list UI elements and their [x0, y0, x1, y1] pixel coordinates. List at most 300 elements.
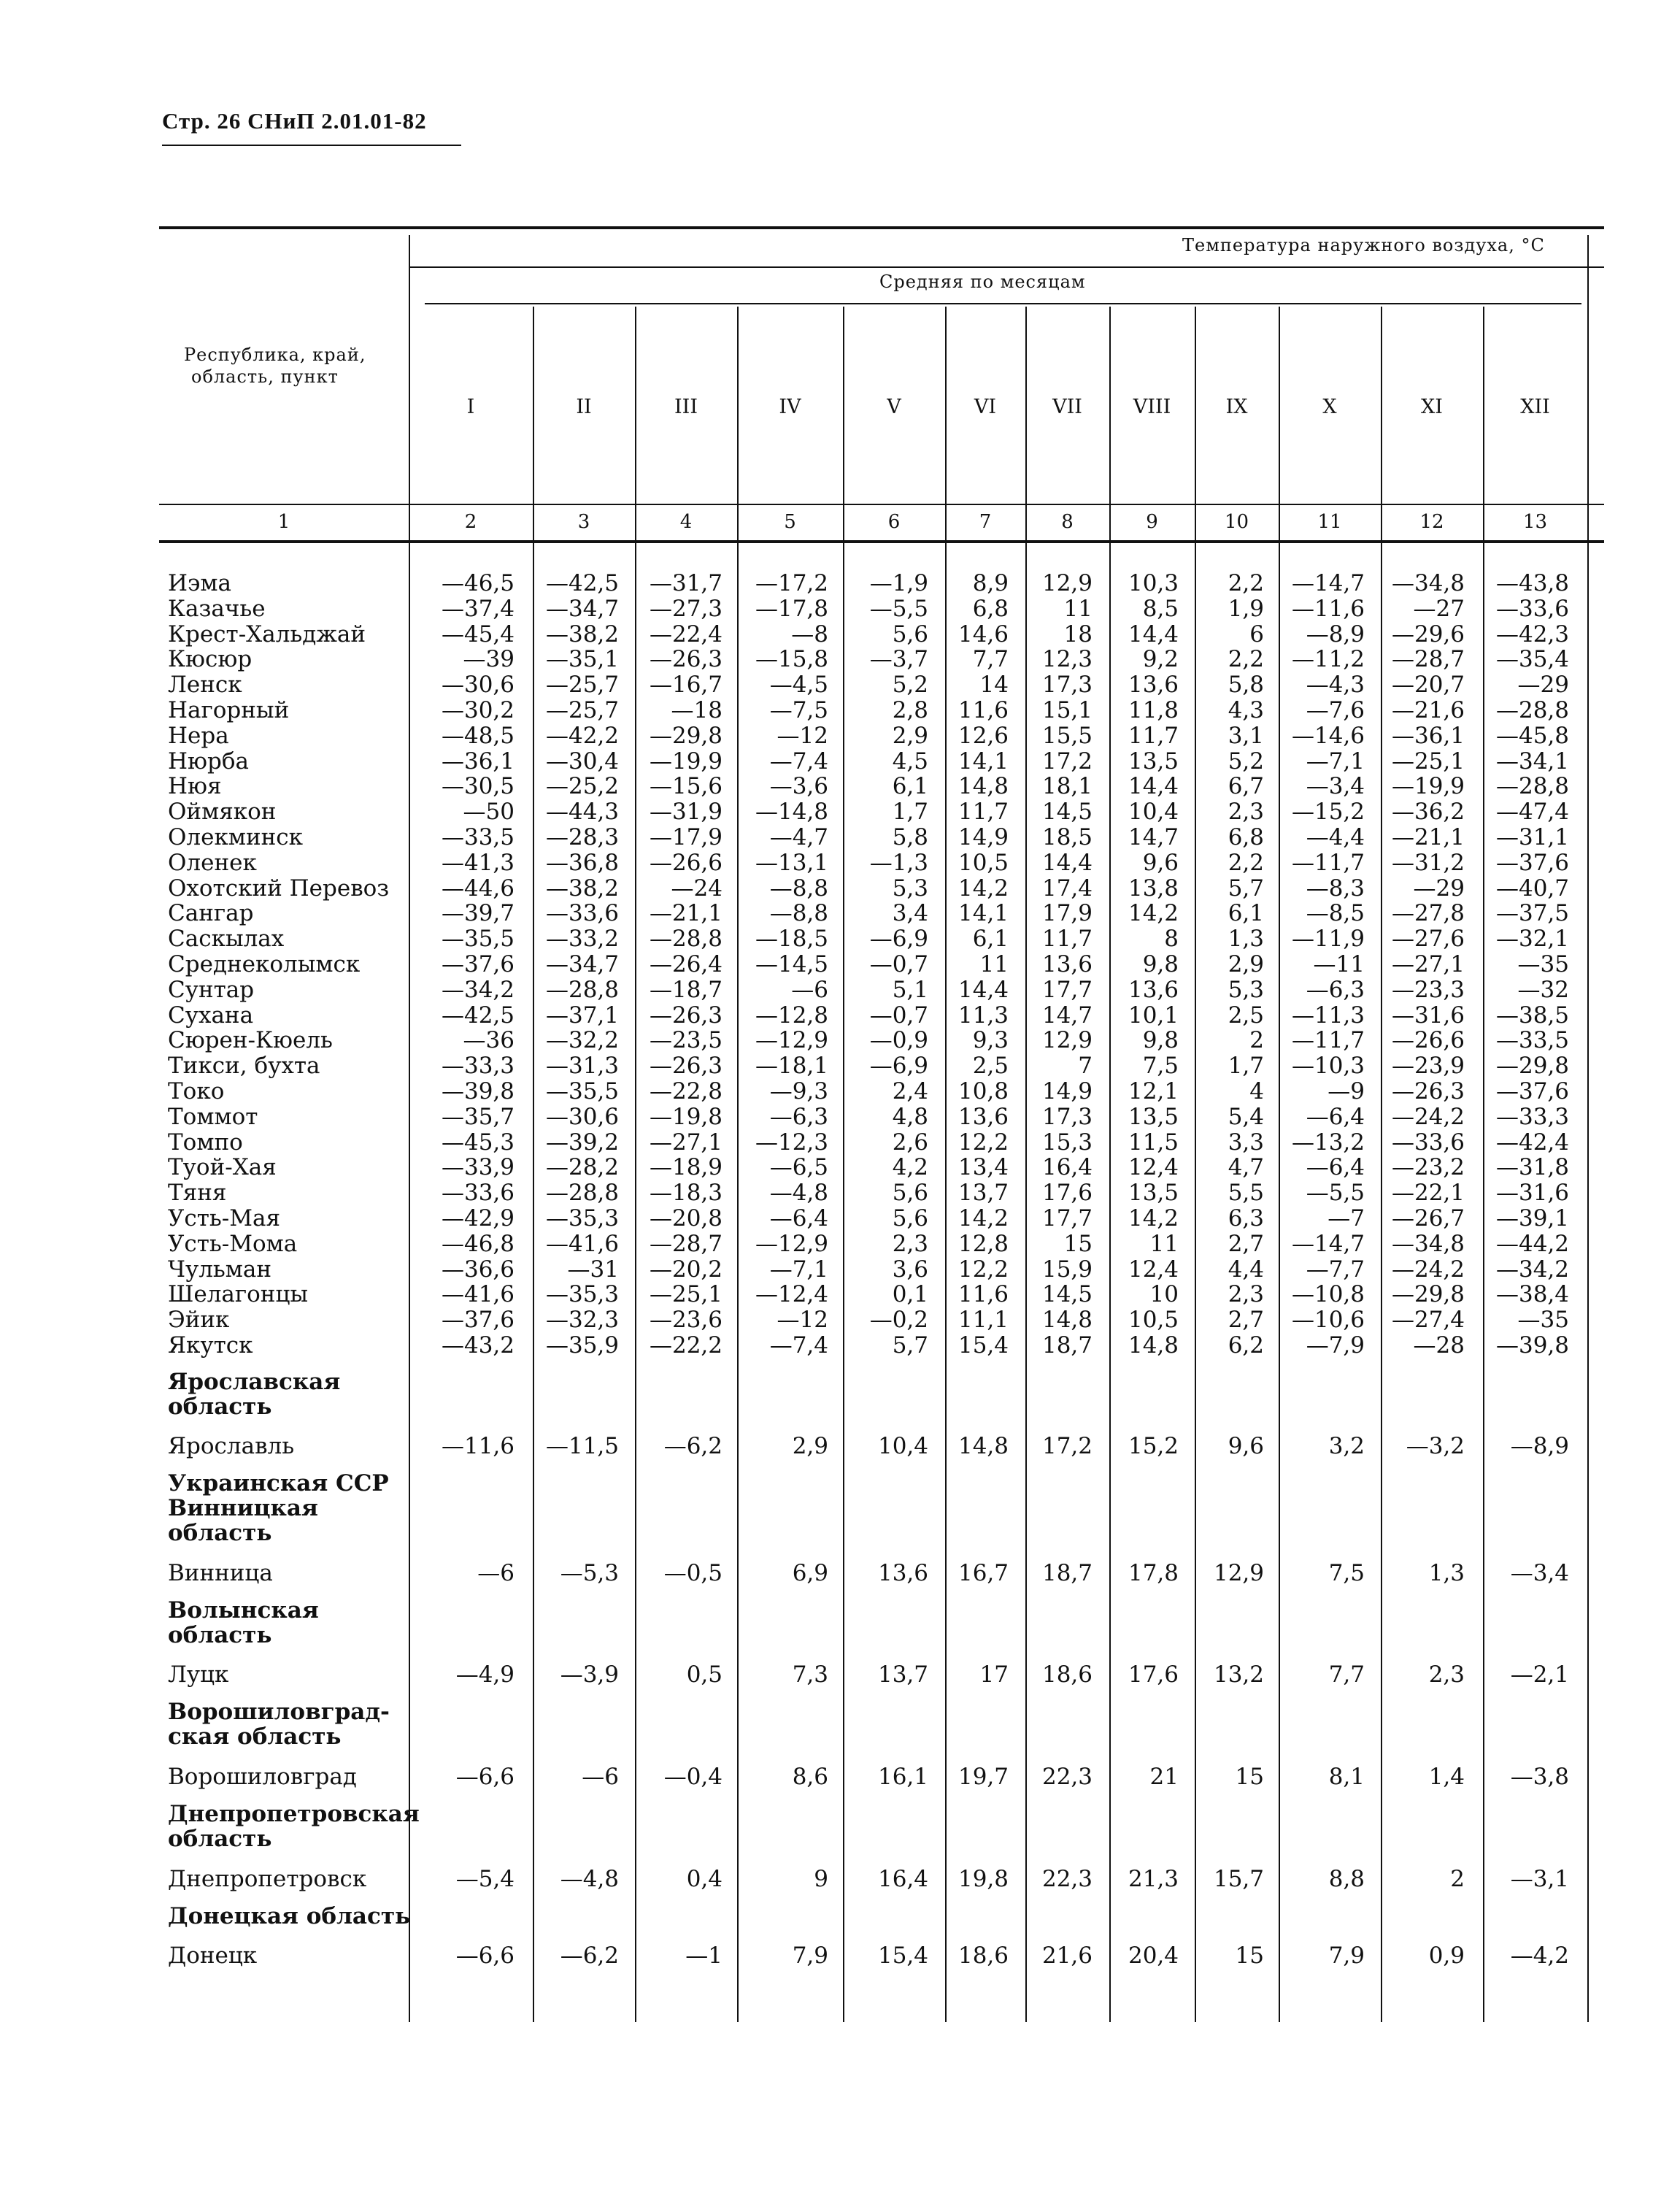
temperature-value: —28,8	[649, 926, 723, 952]
temperature-value: —23,2	[1391, 1154, 1465, 1180]
table-row	[0, 1333, 1680, 1358]
temperature-value: —18,5	[755, 926, 828, 952]
table-row	[0, 749, 1680, 774]
temperature-value: —21,6	[1391, 697, 1465, 723]
region-heading: Волынская	[168, 1597, 319, 1624]
group-rule	[409, 266, 1604, 268]
table-row	[0, 1662, 1680, 1687]
temperature-value: 6,8	[1228, 824, 1264, 850]
temperature-value: 9	[814, 1866, 828, 1892]
temperature-value: 8,6	[792, 1764, 828, 1790]
temperature-value: 5,1	[892, 977, 928, 1003]
temperature-value: 17,6	[1041, 1180, 1093, 1206]
temperature-value: 1,7	[1228, 1053, 1264, 1079]
temperature-value: —20,8	[649, 1205, 723, 1232]
temperature-value: —33,5	[1495, 1027, 1569, 1053]
station-name: Томмот	[168, 1104, 258, 1130]
table-row	[0, 1130, 1680, 1155]
temperature-value: 19,8	[957, 1866, 1009, 1892]
temperature-value: —19,9	[1391, 773, 1465, 799]
temperature-value: —39,2	[545, 1129, 619, 1156]
temperature-value: —41,6	[441, 1281, 515, 1307]
temperature-value: —15,6	[649, 773, 723, 799]
temperature-value: 14,4	[1041, 850, 1093, 876]
temperature-value: —3,8	[1510, 1764, 1569, 1790]
temperature-value: —39,1	[1495, 1205, 1569, 1232]
temperature-value: —26,6	[1391, 1027, 1465, 1053]
temperature-value: 11,8	[1128, 697, 1179, 723]
temperature-value: —31,1	[1495, 824, 1569, 850]
temperature-value: —41,6	[545, 1231, 619, 1257]
temperature-value: —4,2	[1510, 1943, 1569, 1969]
region-heading: ская область	[168, 1724, 342, 1750]
temperature-value: —12,9	[755, 1027, 828, 1053]
temperature-value: —42,3	[1495, 621, 1569, 648]
temperature-value: 6,7	[1228, 773, 1264, 799]
temperature-value: 12,4	[1128, 1154, 1179, 1180]
table-row	[0, 1232, 1680, 1256]
temperature-value: —16,7	[649, 672, 723, 698]
month-header: I	[466, 396, 475, 418]
temperature-value: —9,3	[769, 1078, 828, 1104]
temperature-value: 5,8	[1228, 672, 1264, 698]
station-name: Усть-Мома	[168, 1231, 298, 1257]
month-header: IV	[779, 396, 801, 418]
temperature-value: 14,1	[957, 900, 1009, 926]
temperature-value: 15,5	[1041, 723, 1093, 749]
table-row	[0, 647, 1680, 672]
temperature-value: —25,7	[545, 672, 619, 698]
temperature-value: —17,8	[755, 596, 828, 622]
station-name: Сухана	[168, 1002, 254, 1029]
temperature-value: —14,7	[1291, 570, 1365, 596]
table-top-rule	[159, 226, 1604, 229]
temperature-value: 11	[979, 951, 1009, 977]
temperature-value: 2,5	[1228, 1002, 1264, 1029]
temperature-value: 8,9	[972, 570, 1009, 596]
temperature-value: —17,9	[649, 824, 723, 850]
temperature-value: —33,9	[441, 1154, 515, 1180]
temperature-value: —31,8	[1495, 1154, 1569, 1180]
station-name: Кюсюр	[168, 646, 253, 672]
temperature-value: 14,5	[1041, 799, 1093, 825]
temperature-value: —28,8	[545, 1180, 619, 1206]
temperature-value: —30,5	[441, 773, 515, 799]
station-name: Сюрен-Кюель	[168, 1027, 333, 1053]
temperature-value: —15,8	[755, 646, 828, 672]
temperature-value: —11	[1313, 951, 1365, 977]
table-row	[0, 1079, 1680, 1104]
station-name: Туой-Хая	[168, 1154, 277, 1180]
temperature-value: —26,3	[649, 646, 723, 672]
temperature-value: 21,6	[1041, 1943, 1093, 1969]
temperature-value: 12,9	[1213, 1560, 1264, 1586]
temperature-value: 0,5	[686, 1661, 723, 1688]
temperature-value: 15,4	[957, 1332, 1009, 1359]
temperature-value: —22,8	[649, 1078, 723, 1104]
temperature-value: —3,4	[1510, 1560, 1569, 1586]
temperature-value: 20,4	[1128, 1943, 1179, 1969]
temperature-value: 8	[1164, 926, 1179, 952]
month-header: X	[1322, 396, 1337, 418]
temperature-value: —9	[1328, 1078, 1365, 1104]
table-row	[0, 1104, 1680, 1129]
temperature-value: —7,6	[1306, 697, 1365, 723]
column-number: 10	[1224, 511, 1249, 533]
month-header: II	[576, 396, 592, 418]
temperature-value: —1,3	[869, 850, 928, 876]
temperature-value: 17,4	[1041, 875, 1093, 902]
temperature-value: 22,3	[1041, 1764, 1093, 1790]
temperature-value: 18,7	[1041, 1332, 1093, 1359]
temperature-value: —6,3	[1306, 977, 1365, 1003]
temperature-value: 6,2	[1228, 1332, 1264, 1359]
temperature-value: —32,3	[545, 1307, 619, 1333]
temperature-value: —10,6	[1291, 1307, 1365, 1333]
temperature-value: 2,9	[1228, 951, 1264, 977]
station-name: Ярославль	[168, 1433, 295, 1459]
temperature-value: 12,3	[1041, 646, 1093, 672]
temperature-value: 15,7	[1213, 1866, 1264, 1892]
temperature-value: 7,9	[792, 1943, 828, 1969]
temperature-value: —31	[567, 1256, 619, 1283]
station-name: Оленек	[168, 850, 257, 876]
temperature-value: 18,7	[1041, 1560, 1093, 1586]
colnum-bottom-rule	[159, 540, 1604, 543]
column-number: 4	[679, 511, 693, 533]
station-name: Среднеколымск	[168, 951, 361, 977]
temperature-value: 13,6	[877, 1560, 928, 1586]
temperature-value: —39,7	[441, 900, 515, 926]
temperature-value: 15,4	[877, 1943, 928, 1969]
temperature-value: 17,9	[1041, 900, 1093, 926]
temperature-value: 10	[1149, 1281, 1179, 1307]
temperature-value: 12,2	[957, 1129, 1009, 1156]
temperature-value: —22,2	[649, 1332, 723, 1359]
temperature-value: 13,5	[1128, 1180, 1179, 1206]
temperature-value: 3,1	[1228, 723, 1264, 749]
temperature-value: 16,1	[877, 1764, 928, 1790]
temperature-value: —3,6	[769, 773, 828, 799]
temperature-value: —15,2	[1291, 799, 1365, 825]
temperature-value: 14,4	[1128, 621, 1179, 648]
temperature-value: —37,6	[441, 1307, 515, 1333]
temperature-value: 2,8	[892, 697, 928, 723]
temperature-value: —11,6	[441, 1433, 515, 1459]
temperature-value: —42,9	[441, 1205, 515, 1232]
temperature-value: —5,3	[560, 1560, 619, 1586]
temperature-value: —4,5	[769, 672, 828, 698]
column-number: 3	[577, 511, 590, 533]
station-name: Усть-Мая	[168, 1205, 281, 1232]
temperature-value: —28,8	[545, 977, 619, 1003]
temperature-value: —12	[777, 1307, 828, 1333]
temperature-value: —12,8	[755, 1002, 828, 1029]
temperature-value: 11,1	[957, 1307, 1009, 1333]
temperature-value: 13,5	[1128, 1104, 1179, 1130]
temperature-value: —36,8	[545, 850, 619, 876]
month-header: VII	[1052, 396, 1082, 418]
temperature-value: 16,7	[957, 1560, 1009, 1586]
temperature-value: —11,9	[1291, 926, 1365, 952]
column-number: 13	[1522, 511, 1548, 533]
temperature-value: 12,2	[957, 1256, 1009, 1283]
temperature-value: —17,2	[755, 570, 828, 596]
temperature-value: —4,8	[769, 1180, 828, 1206]
temperature-value: 2,9	[892, 723, 928, 749]
region-heading: Донецкая область	[168, 1903, 411, 1929]
column-number: 12	[1419, 511, 1444, 533]
temperature-value: —25,2	[545, 773, 619, 799]
station-name: Иэма	[168, 570, 231, 596]
station-name: Сунтар	[168, 977, 255, 1003]
temperature-value: 22,3	[1041, 1866, 1093, 1892]
temperature-value: 11,6	[957, 1281, 1009, 1307]
temperature-value: —36,1	[441, 748, 515, 775]
temperature-value: 2,3	[1228, 1281, 1264, 1307]
temperature-value: —31,6	[1495, 1180, 1569, 1206]
table-row	[0, 1764, 1680, 1789]
temperature-value: 5,2	[1228, 748, 1264, 775]
temperature-value: —3,2	[1406, 1433, 1465, 1459]
temperature-value: 2,2	[1228, 570, 1264, 596]
temperature-value: —11,3	[1291, 1002, 1365, 1029]
temperature-value: —7	[1328, 1205, 1365, 1232]
temperature-value: —33,6	[545, 900, 619, 926]
temperature-value: 2,7	[1228, 1307, 1264, 1333]
region-heading: Ярославская	[168, 1369, 341, 1395]
temperature-value: —6,6	[455, 1943, 515, 1969]
temperature-value: —12	[777, 723, 828, 749]
temperature-value: —32,2	[545, 1027, 619, 1053]
temperature-value: —50	[463, 799, 515, 825]
temperature-value: 2	[1450, 1866, 1465, 1892]
temperature-value: 17,2	[1041, 1433, 1093, 1459]
temperature-value: —1,9	[869, 570, 928, 596]
temperature-value: 17	[979, 1661, 1009, 1688]
temperature-value: 10,3	[1128, 570, 1179, 596]
temperature-value: 13,6	[1128, 672, 1179, 698]
table-row	[0, 1307, 1680, 1332]
temperature-value: —8,5	[1306, 900, 1365, 926]
temperature-value: —3,7	[869, 646, 928, 672]
temperature-value: 1,3	[1228, 926, 1264, 952]
header-rule	[162, 145, 461, 146]
temperature-value: —6,4	[769, 1205, 828, 1232]
temperature-value: —6,9	[869, 1053, 928, 1079]
temperature-value: —37,6	[1495, 1078, 1569, 1104]
temperature-value: —27,8	[1391, 900, 1465, 926]
temperature-value: 13,7	[877, 1661, 928, 1688]
temperature-value: —14,8	[755, 799, 828, 825]
temperature-value: —34,7	[545, 596, 619, 622]
temperature-value: —18,7	[649, 977, 723, 1003]
temperature-value: 15,2	[1128, 1433, 1179, 1459]
months-bottom-rule	[159, 504, 1604, 505]
temperature-value: —37,6	[1495, 850, 1569, 876]
temperature-value: —39	[463, 646, 515, 672]
temperature-value: 17,2	[1041, 748, 1093, 775]
temperature-value: —4,3	[1306, 672, 1365, 698]
temperature-value: —46,5	[441, 570, 515, 596]
station-name: Ленск	[168, 672, 242, 698]
temperature-value: —6	[791, 977, 828, 1003]
temperature-value: —13,1	[755, 850, 828, 876]
temperature-value: 7,7	[1328, 1661, 1365, 1688]
temperature-value: 14,8	[1041, 1307, 1093, 1333]
temperature-value: 3,3	[1228, 1129, 1264, 1156]
temperature-value: 2,5	[972, 1053, 1009, 1079]
station-name: Сангар	[168, 900, 254, 926]
temperature-value: 21,3	[1128, 1866, 1179, 1892]
temperature-value: —7,7	[1306, 1256, 1365, 1283]
temperature-value: 4,3	[1228, 697, 1264, 723]
temperature-value: —8,9	[1510, 1433, 1569, 1459]
temperature-value: 11,3	[957, 1002, 1009, 1029]
temperature-value: —31,3	[545, 1053, 619, 1079]
temperature-value: —36,1	[1391, 723, 1465, 749]
station-name: Саскылах	[168, 926, 285, 952]
table-row	[0, 1434, 1680, 1459]
temperature-value: 5,3	[1228, 977, 1264, 1003]
temperature-value: —8	[791, 621, 828, 648]
station-name: Нюя	[168, 773, 222, 799]
station-name: Нагорный	[168, 697, 290, 723]
temperature-value: —45,4	[441, 621, 515, 648]
temperature-value: 10,4	[877, 1433, 928, 1459]
temperature-value: —30,6	[441, 672, 515, 698]
temperature-value: 0,9	[1428, 1943, 1465, 1969]
temperature-value: —23,6	[649, 1307, 723, 1333]
temperature-value: —11,7	[1291, 1027, 1365, 1053]
temperature-value: —19,9	[649, 748, 723, 775]
temperature-value: 2,9	[792, 1433, 828, 1459]
temperature-value: —24,2	[1391, 1256, 1465, 1283]
temperature-value: —7,1	[769, 1256, 828, 1283]
temperature-value: 2,3	[1228, 799, 1264, 825]
temperature-value: —32,1	[1495, 926, 1569, 952]
region-heading: область	[168, 1520, 272, 1546]
month-header: IX	[1225, 396, 1248, 418]
temperature-value: —0,4	[663, 1764, 723, 1790]
temperature-value: 5,5	[1228, 1180, 1264, 1206]
temperature-value: 14,9	[957, 824, 1009, 850]
temperature-value: 13,7	[957, 1180, 1009, 1206]
temperature-value: 10,4	[1128, 799, 1179, 825]
temperature-value: 14,1	[957, 748, 1009, 775]
region-heading: область	[168, 1826, 272, 1852]
temperature-value: —4,4	[1306, 824, 1365, 850]
region-heading: Винницкая	[168, 1495, 318, 1521]
table-row	[0, 901, 1680, 926]
temperature-value: —24,2	[1391, 1104, 1465, 1130]
temperature-value: 12,9	[1041, 570, 1093, 596]
temperature-value: 7,3	[792, 1661, 828, 1688]
temperature-value: 4,7	[1228, 1154, 1264, 1180]
table-row	[0, 1180, 1680, 1205]
temperature-value: —6,4	[1306, 1104, 1365, 1130]
temperature-value: —3,1	[1510, 1866, 1569, 1892]
temperature-value: 13,6	[957, 1104, 1009, 1130]
temperature-value: —35,9	[545, 1332, 619, 1359]
temperature-value: 15,1	[1041, 697, 1093, 723]
temperature-value: 4,2	[892, 1154, 928, 1180]
table-row	[0, 1561, 1680, 1586]
temperature-value: —39,8	[441, 1078, 515, 1104]
temperature-value: —33,5	[441, 824, 515, 850]
temperature-value: 9,6	[1142, 850, 1179, 876]
temperature-value: —23,5	[649, 1027, 723, 1053]
temperature-value: —26,7	[1391, 1205, 1465, 1232]
station-name: Токо	[168, 1078, 225, 1104]
region-heading: Днепропетровская	[168, 1801, 420, 1827]
temperature-value: —11,7	[1291, 850, 1365, 876]
temperature-value: 12,4	[1128, 1256, 1179, 1283]
temperature-value: 13,6	[1041, 951, 1093, 977]
table-row	[0, 1003, 1680, 1028]
temperature-value: —41,3	[441, 850, 515, 876]
region-heading: область	[168, 1394, 272, 1420]
temperature-value: 8,5	[1142, 596, 1179, 622]
table-row	[0, 596, 1680, 621]
month-header: VIII	[1133, 396, 1171, 418]
temperature-value: —0,7	[869, 951, 928, 977]
temperature-value: 14,7	[1041, 1002, 1093, 1029]
station-name: Ворошиловград	[168, 1764, 357, 1790]
temperature-value: 18,6	[1041, 1661, 1093, 1688]
table-row	[0, 1028, 1680, 1053]
temperature-value: —33,2	[545, 926, 619, 952]
temperature-value: 7	[1078, 1053, 1093, 1079]
temperature-value: 16,4	[877, 1866, 928, 1892]
temperature-value: 14,7	[1128, 824, 1179, 850]
table-row	[0, 1155, 1680, 1180]
temperature-value: 14	[979, 672, 1009, 698]
temperature-value: 17,7	[1041, 977, 1093, 1003]
temperature-value: —42,5	[545, 570, 619, 596]
temperature-value: —7,1	[1306, 748, 1365, 775]
temperature-value: 2,4	[892, 1078, 928, 1104]
table-row	[0, 876, 1680, 901]
temperature-value: —31,2	[1391, 850, 1465, 876]
temperature-value: 18,6	[957, 1943, 1009, 1969]
temperature-value: —23,9	[1391, 1053, 1465, 1079]
temperature-value: —12,9	[755, 1231, 828, 1257]
temperature-value: —6,3	[769, 1104, 828, 1130]
temperature-value: —8,8	[769, 875, 828, 902]
temperature-value: —36,6	[441, 1256, 515, 1283]
temperature-value: —33,6	[1495, 596, 1569, 622]
temperature-value: —38,4	[1495, 1281, 1569, 1307]
temperature-value: —11,5	[545, 1433, 619, 1459]
temperature-value: 14,8	[957, 1433, 1009, 1459]
table-row	[0, 571, 1680, 596]
station-name: Нюрба	[168, 748, 250, 775]
temperature-value: —20,2	[649, 1256, 723, 1283]
temperature-value: 9,2	[1142, 646, 1179, 672]
table-row	[0, 1282, 1680, 1307]
temperature-value: 19,7	[957, 1764, 1009, 1790]
temperature-value: 5,7	[892, 1332, 928, 1359]
station-name: Луцк	[168, 1661, 229, 1688]
temperature-value: 13,5	[1128, 748, 1179, 775]
temperature-value: —27,1	[1391, 951, 1465, 977]
temperature-value: 11,6	[957, 697, 1009, 723]
table-row	[0, 1867, 1680, 1891]
temperature-value: 10,5	[1128, 1307, 1179, 1333]
temperature-value: —5,5	[869, 596, 928, 622]
table-row	[0, 1053, 1680, 1078]
